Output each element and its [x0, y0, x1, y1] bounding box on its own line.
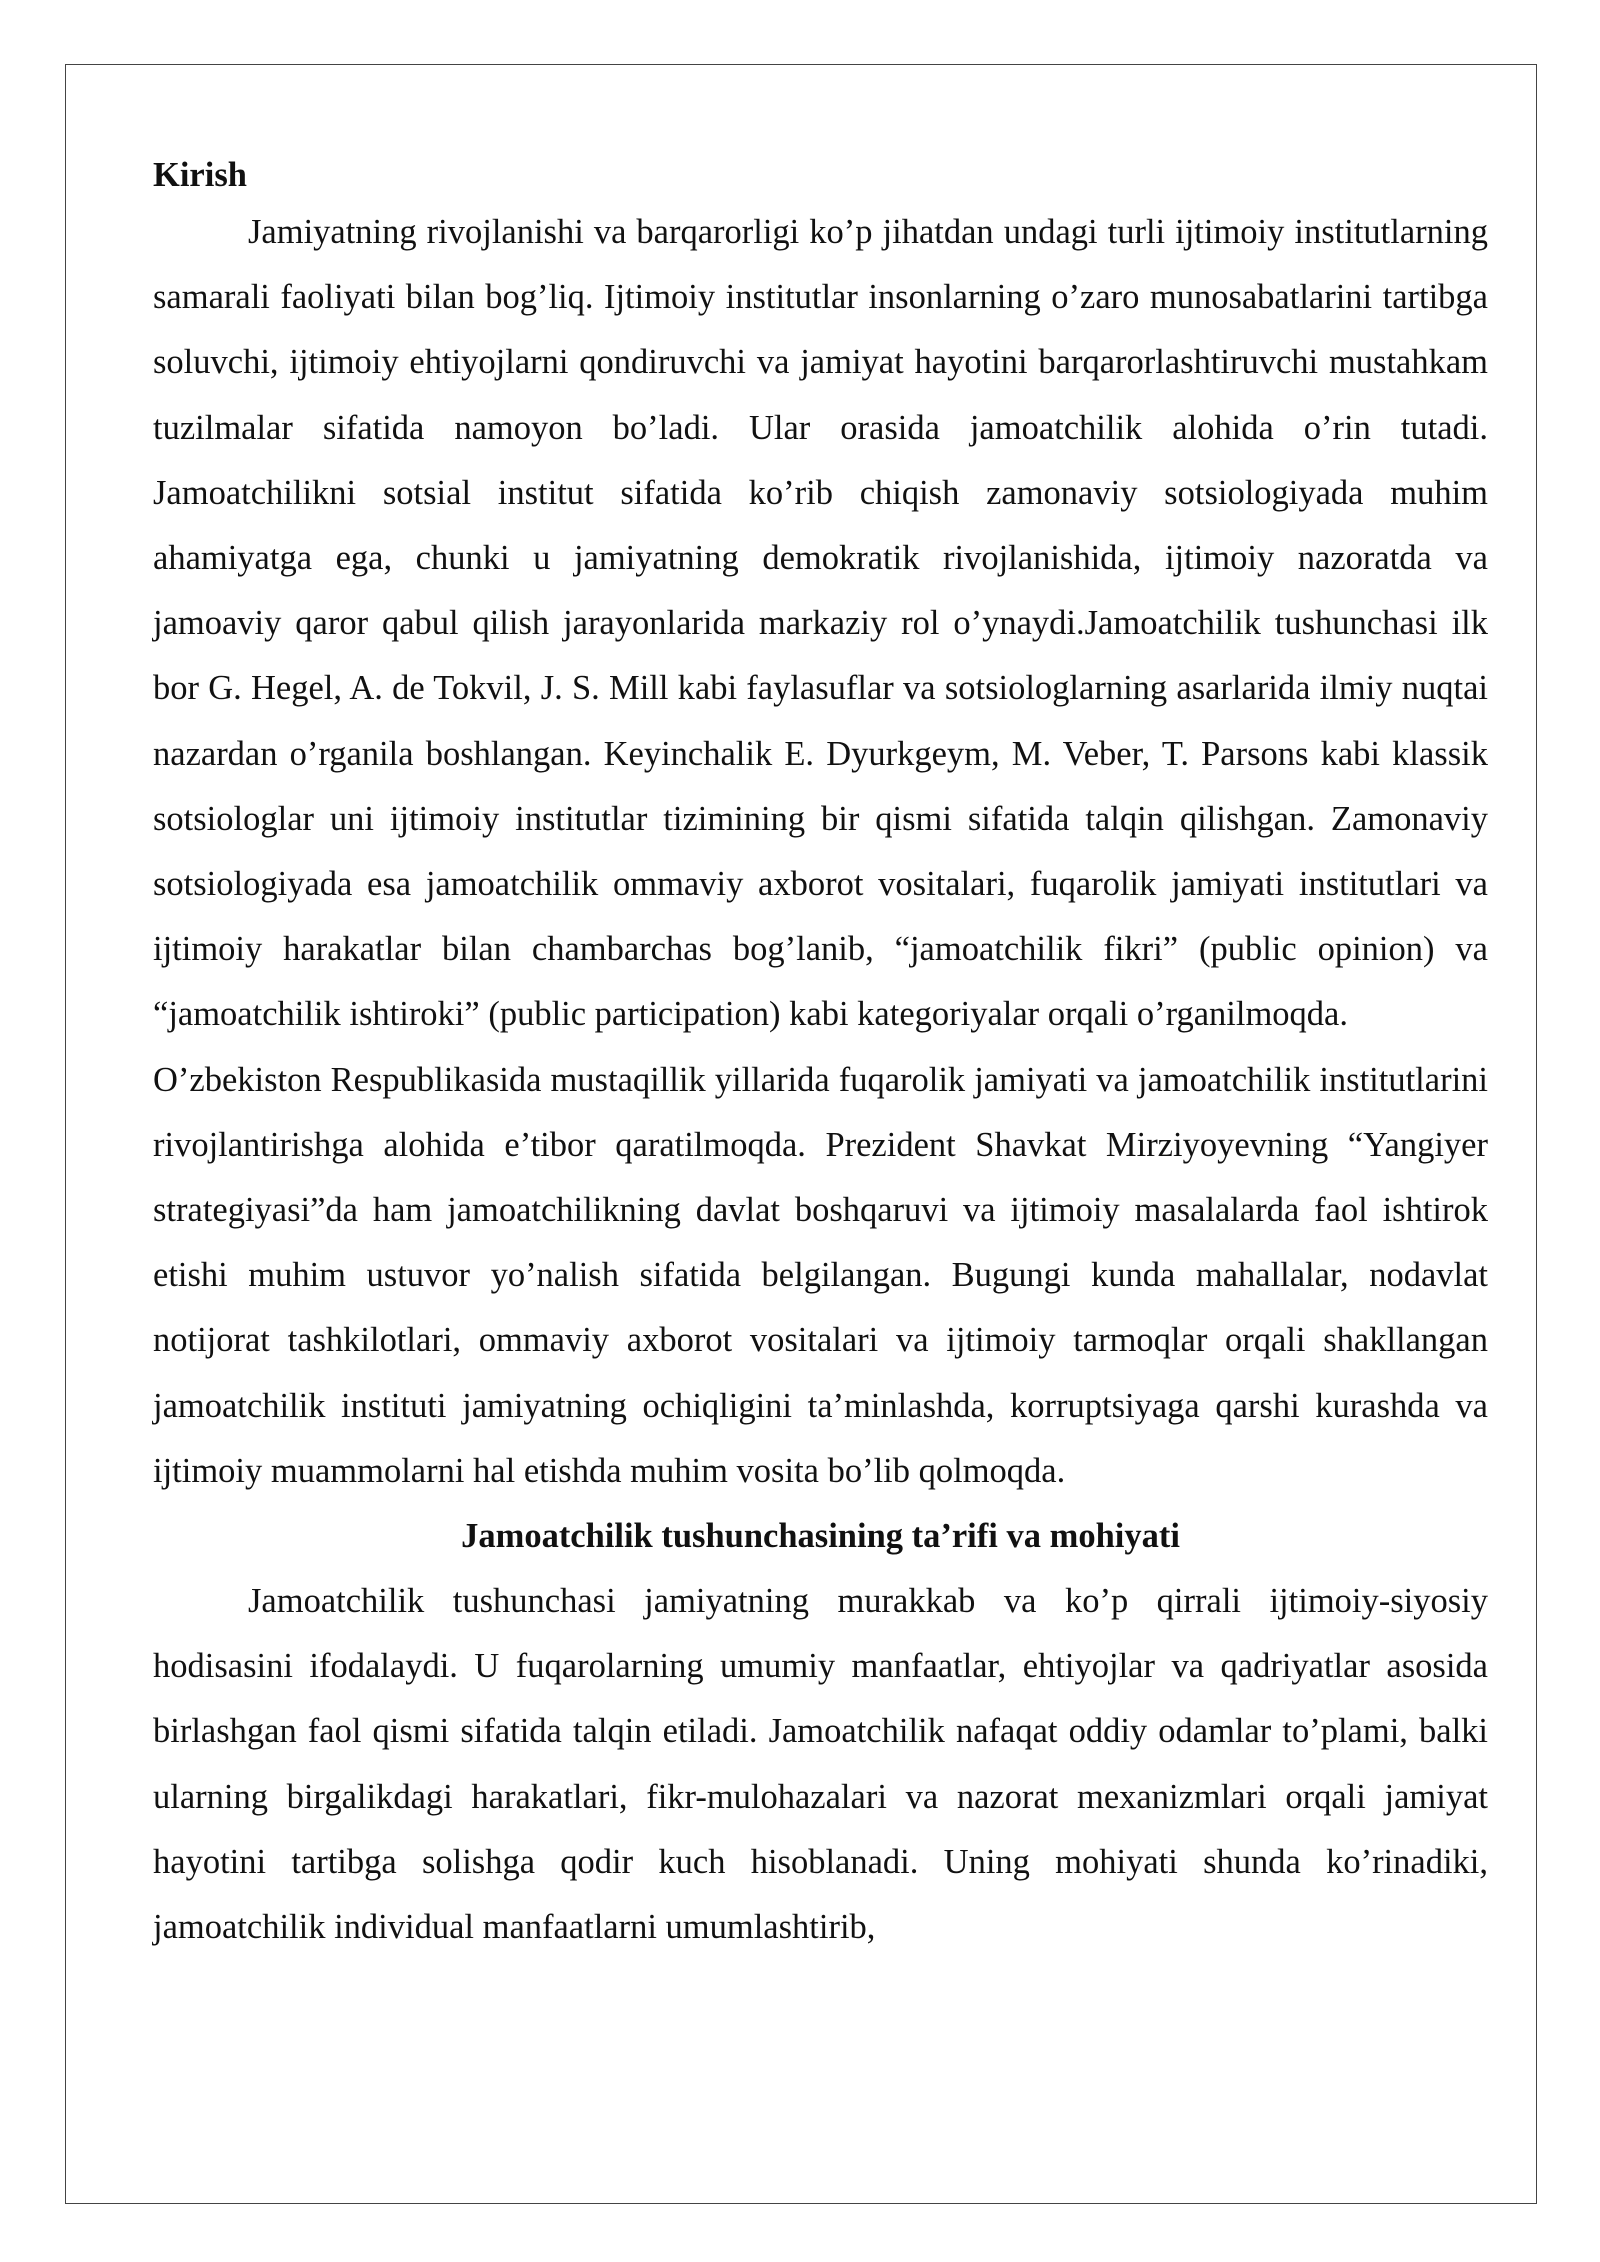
section-heading-definition: Jamoatchilik tushunchasining ta’rifi va mohiyati — [461, 1517, 1180, 1556]
section-heading-intro: Kirish — [153, 156, 247, 194]
paragraph-intro-1: Jamiyatning rivojlanishi va barqarorligi ko’p jihatdan undagi turli ijtimoiy institutlarning samarali faoliyati bilan bog’liq. Ijtimoiy institutlar insonlarning o’zaro munosabatlarini tartibga soluvchi, ijtimoiy ehtiyojlarni qondiruvchi va jamiyat hayotini barqarorlashtiruvchi mustahkam tuzilmalar sifatida namoyon bo’ladi. Ular orasida jamoatchilik alohida o’rin tutadi. Jamoatchilikni sotsial institut sifatida ko’rib chiqish zamonaviy sotsiologiyada muhim ahamiyatga ega, chunki u jamiyatning demokratik rivojlanishida, ijtimoiy nazoratda va jamoaviy qaror qabul qilish jarayonlarida markaziy rol o’ynaydi.Jamoatchilik tushunchasi ilk bor G. Hegel, A. de Tokvil, J. S. Mill kabi faylasuflar va sotsiologlarning asarlarida ilmiy nuqtai nazardan o’rganila boshlangan. Keyinchalik E. Dyurkgeym, M. Veber, T. Parsons kabi klassik sotsiologlar uni ijtimoiy institutlar tizimining bir qismi sifatida talqin qilishgan. Zamonaviy sotsiologiyada esa jamoatchilik ommaviy axborot vositalari, fuqarolik jamiyati institutlari va ijtimoiy harakatlar bilan chambarchas bog’lanib, “jamoatchilik fikri” (public opinion) va “jamoatchilik ishtiroki” (public participation) kabi kategoriyalar orqali o’rganilmoqda. — [153, 213, 1488, 1034]
paragraph-definition-1: Jamoatchilik tushunchasi jamiyatning murakkab va ko’p qirrali ijtimoiy-siyosiy hodisasini ifodalaydi. U fuqarolarning umumiy manfaatlar, ehtiyojlar va qadriyatlar asosida birlashgan faol qismi sifatida talqin etiladi. Jamoatchilik nafaqat oddiy odamlar to’plami, balki ularning birgalikdagi harakatlari, fikr-mulohazalari va nazorat mexanizmlari orqali jamiyat hayotini tartibga solishga qodir kuch hisoblanadi. Uning mohiyati shunda ko’rinadiki, jamoatchilik individual manfaatlarni umumlashtirib, — [153, 1582, 1488, 1947]
paragraph-intro-2: O’zbekiston Respublikasida mustaqillik yillarida fuqarolik jamiyati va jamoatchilik institutlarini rivojlantirishga alohida e’tibor qaratilmoqda. Prezident Shavkat Mirziyoyevning “Yangiyer strategiyasi”da ham jamoatchilikning davlat boshqaruvi va ijtimoiy masalalarda faol ishtirok etishi muhim ustuvor yo’nalish sifatida belgilangan. Bugungi kunda mahallalar, nodavlat notijorat tashkilotlari, ommaviy axborot vositalari va ijtimoiy tarmoqlar orqali shakllangan jamoatchilik instituti jamiyatning ochiqligini ta’minlashda, korruptsiyaga qarshi kurashda va ijtimoiy muammolarni hal etishda muhim vosita bo’lib qolmoqda. — [153, 1060, 1488, 1490]
document-body — [153, 150, 1488, 1960]
